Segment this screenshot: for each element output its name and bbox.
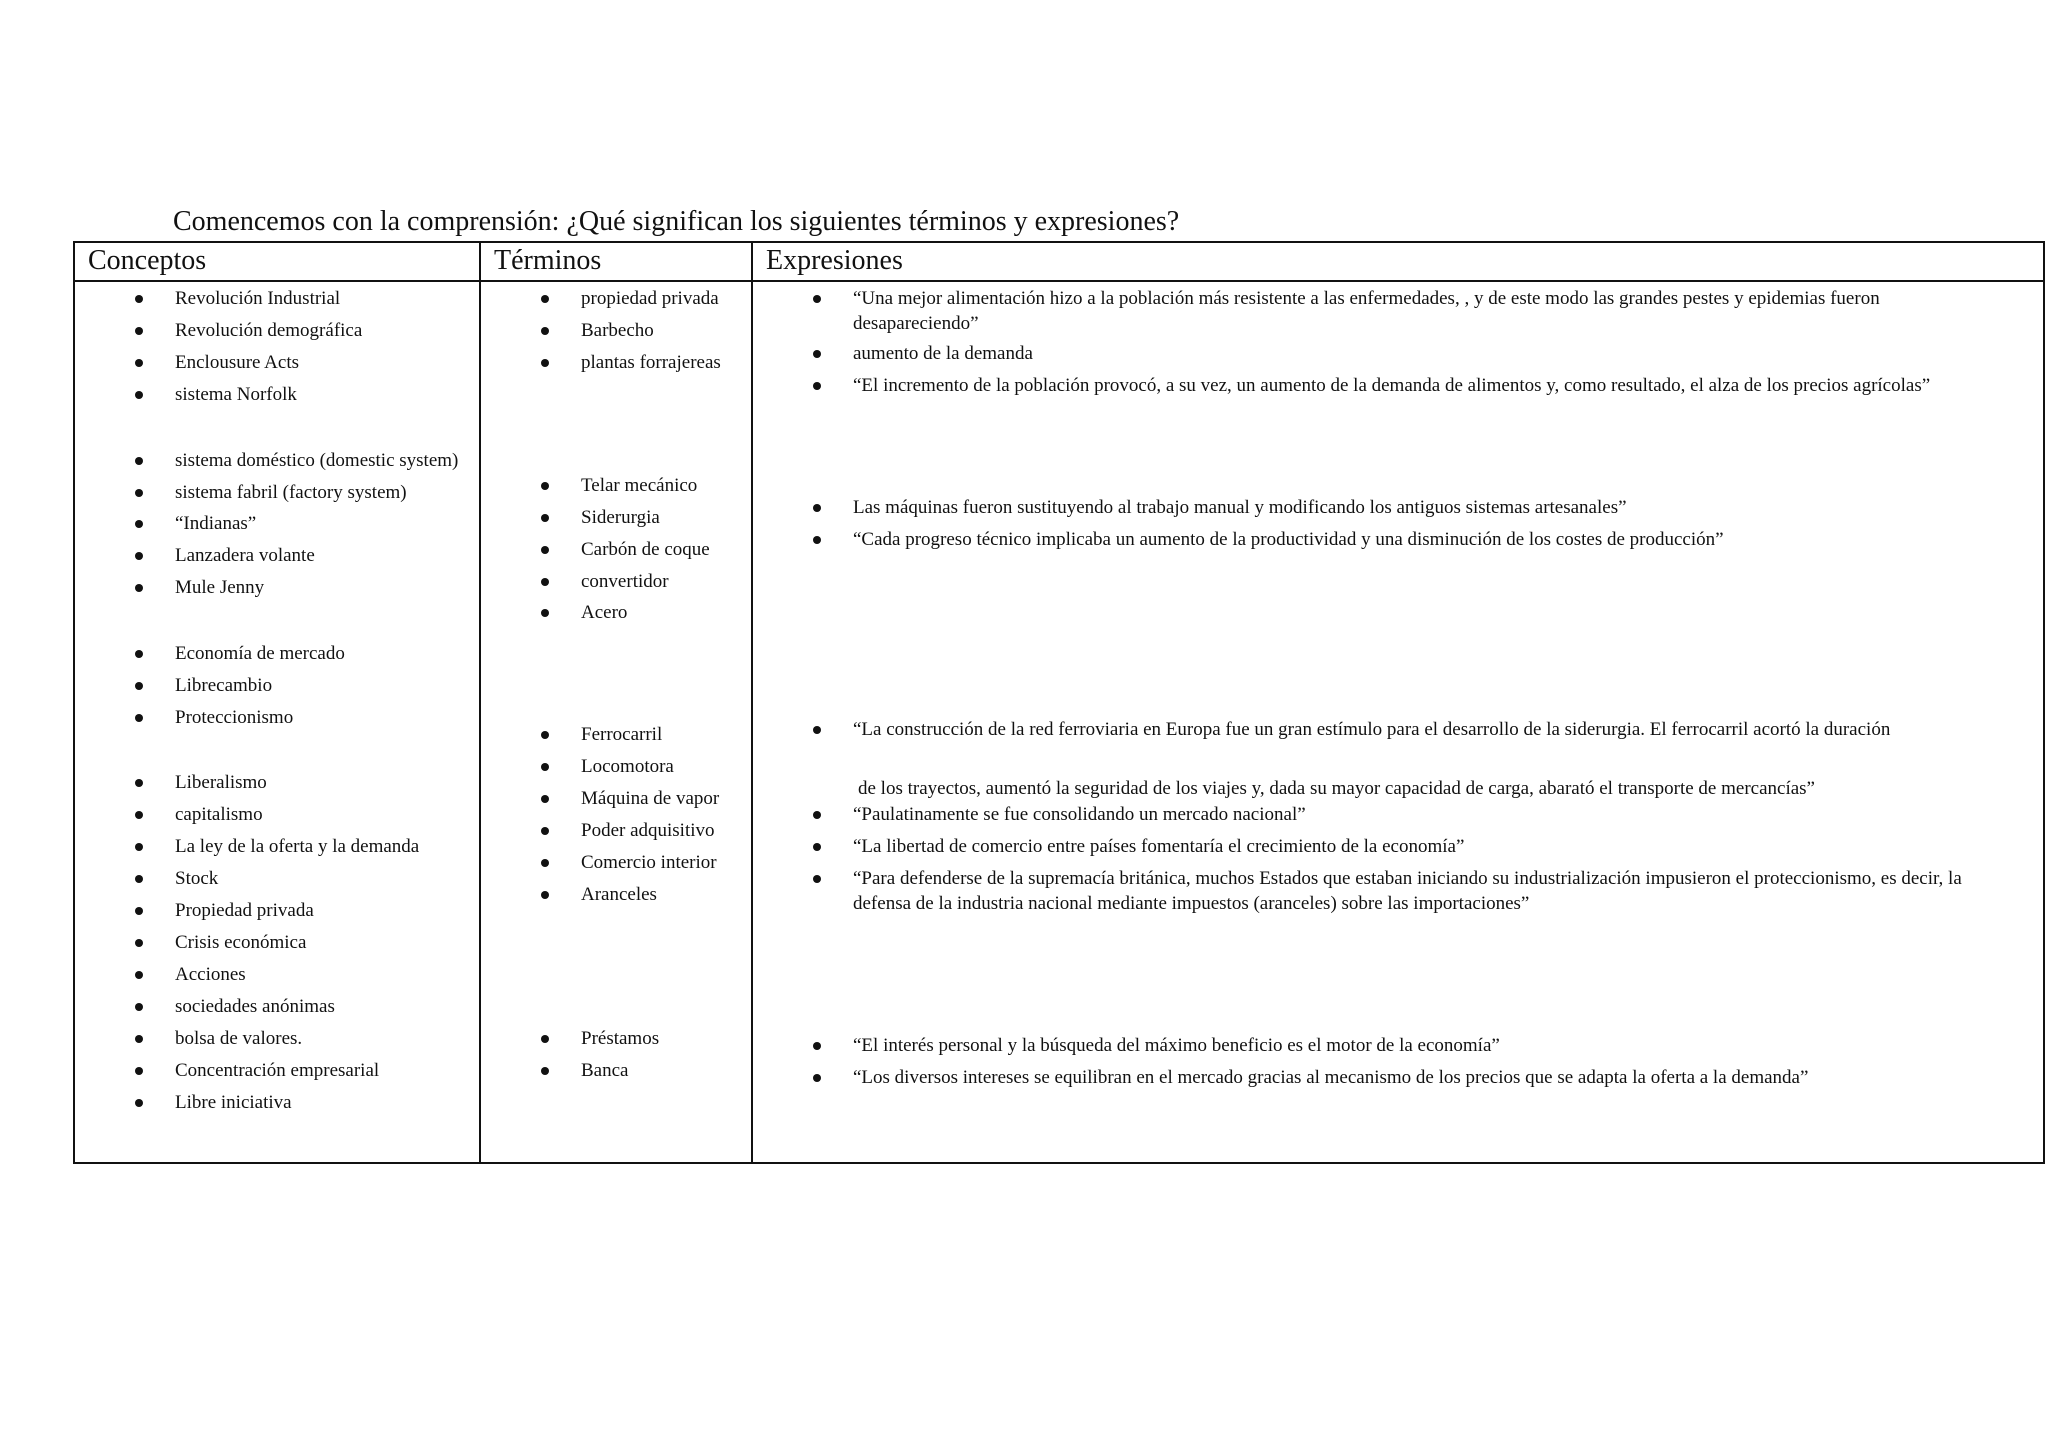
bullet-icon (813, 295, 821, 303)
list-item: “Una mejor alimentación hizo a la población más resistente a las enfermedades, , y de este modo las grandes pestes y epidemias fueron desapareciendo” (853, 286, 2003, 336)
list-item: Economía de mercado (175, 641, 345, 666)
list-item: Poder adquisitivo (581, 818, 715, 843)
header-expresiones: Expresiones (766, 245, 903, 276)
page-title: Comencemos con la comprensión: ¿Qué significan los siguientes términos y expresiones? (173, 206, 1180, 237)
bullet-icon (541, 763, 549, 771)
list-item: sistema fabril (factory system) (175, 480, 407, 505)
bullet-icon (813, 875, 821, 883)
list-item: Proteccionismo (175, 705, 293, 730)
header-conceptos: Conceptos (88, 245, 207, 276)
bullet-icon (541, 546, 549, 554)
list-item: Librecambio (175, 673, 272, 698)
bullet-icon (813, 1074, 821, 1082)
bullet-icon (135, 295, 143, 303)
list-item: Siderurgia (581, 505, 660, 530)
list-item: sociedades anónimas (175, 994, 335, 1019)
list-item: sistema doméstico (domestic system) (175, 448, 458, 473)
list-item: “El incremento de la población provocó, a su vez, un aumento de la demanda de alimentos y, como resultado, el alza de los precios agrícolas” (853, 373, 1930, 398)
bullet-icon (135, 1003, 143, 1011)
list-item: Locomotora (581, 754, 674, 779)
bullet-icon (135, 457, 143, 465)
bullet-icon (541, 1067, 549, 1075)
bullet-icon (541, 795, 549, 803)
list-item: “Cada progreso técnico implicaba un aumento de la productividad y una disminución de los costes de producción” (853, 527, 1724, 552)
bullet-icon (541, 827, 549, 835)
bullet-icon (813, 350, 821, 358)
list-item: Concentración empresarial (175, 1058, 379, 1083)
list-item: convertidor (581, 569, 669, 594)
list-item: “Para defenderse de la supremacía británica, muchos Estados que estaban iniciando su industrialización impusieron el proteccionismo, es decir, la defensa de la industria nacional mediante impuestos (aranceles) sobre las importaciones” (853, 866, 2023, 916)
list-item: “Paulatinamente se fue consolidando un mercado nacional” (853, 802, 1306, 827)
list-item: bolsa de valores. (175, 1026, 302, 1051)
bullet-icon (541, 482, 549, 490)
bullet-icon (541, 578, 549, 586)
bullet-icon (541, 859, 549, 867)
list-item: Préstamos (581, 1026, 659, 1051)
list-item: Enclousure Acts (175, 350, 299, 375)
list-item: “Indianas” (175, 511, 256, 536)
bullet-icon (135, 1035, 143, 1043)
bullet-icon (541, 327, 549, 335)
bullet-icon (813, 811, 821, 819)
bullet-icon (813, 726, 821, 734)
list-item: capitalismo (175, 802, 263, 827)
header-divider (75, 280, 2043, 282)
list-item: Barbecho (581, 318, 654, 343)
bullet-icon (135, 650, 143, 658)
bullet-icon (813, 382, 821, 390)
list-item: Revolución Industrial (175, 286, 340, 311)
bullet-icon (813, 504, 821, 512)
bullet-icon (813, 1042, 821, 1050)
bullet-icon (135, 552, 143, 560)
list-item: Revolución demográfica (175, 318, 362, 343)
list-item: propiedad privada (581, 286, 719, 311)
list-item: Las máquinas fueron sustituyendo al trabajo manual y modificando los antiguos sistemas artesanales” (853, 495, 1627, 520)
bullet-icon (541, 891, 549, 899)
bullet-icon (541, 1035, 549, 1043)
list-item: Aranceles (581, 882, 657, 907)
list-item: Máquina de vapor (581, 786, 719, 811)
list-item: Ferrocarril (581, 722, 662, 747)
bullet-icon (135, 327, 143, 335)
bullet-icon (135, 907, 143, 915)
list-item: Comercio interior (581, 850, 717, 875)
bullet-icon (541, 609, 549, 617)
list-item: “La construcción de la red ferroviaria en Europa fue un gran estímulo para el desarrollo de la siderurgia. El ferrocarril acortó la duración (853, 717, 1890, 742)
bullet-icon (135, 584, 143, 592)
list-item: Acciones (175, 962, 246, 987)
list-item: plantas forrajereas (581, 350, 721, 375)
list-item: Telar mecánico (581, 473, 697, 498)
bullet-icon (135, 682, 143, 690)
bullet-icon (135, 520, 143, 528)
bullet-icon (135, 391, 143, 399)
list-item: Acero (581, 600, 627, 625)
list-item: Libre iniciativa (175, 1090, 292, 1115)
bullet-icon (135, 779, 143, 787)
bullet-icon (541, 514, 549, 522)
list-item: Banca (581, 1058, 628, 1083)
list-item: Stock (175, 866, 218, 891)
list-item-continuation: de los trayectos, aumentó la seguridad de los viajes y, dada su mayor capacidad de carga, abarató el transporte de mercancías” (858, 778, 1815, 799)
list-item: “Los diversos intereses se equilibran en el mercado gracias al mecanismo de los precios que se adapta la oferta a la demanda” (853, 1065, 1808, 1090)
list-item: Propiedad privada (175, 898, 314, 923)
bullet-icon (541, 295, 549, 303)
list-item: Carbón de coque (581, 537, 710, 562)
list-item: “El interés personal y la búsqueda del máximo beneficio es el motor de la economía” (853, 1033, 1500, 1058)
bullet-icon (813, 536, 821, 544)
list-item: Mule Jenny (175, 575, 264, 600)
list-item: Liberalismo (175, 770, 267, 795)
list-item: aumento de la demanda (853, 341, 1033, 366)
bullet-icon (135, 811, 143, 819)
header-terminos: Términos (494, 245, 602, 276)
bullet-icon (135, 359, 143, 367)
column-divider (751, 243, 753, 1162)
bullet-icon (813, 843, 821, 851)
concepts-table (73, 241, 2045, 1164)
bullet-icon (135, 843, 143, 851)
bullet-icon (135, 875, 143, 883)
bullet-icon (135, 489, 143, 497)
bullet-icon (135, 1099, 143, 1107)
bullet-icon (541, 731, 549, 739)
list-item: Lanzadera volante (175, 543, 315, 568)
list-item: La ley de la oferta y la demanda (175, 834, 419, 859)
bullet-icon (541, 359, 549, 367)
list-item: sistema Norfolk (175, 382, 297, 407)
list-item: Crisis económica (175, 930, 306, 955)
bullet-icon (135, 1067, 143, 1075)
bullet-icon (135, 971, 143, 979)
column-divider (479, 243, 481, 1162)
bullet-icon (135, 714, 143, 722)
bullet-icon (135, 939, 143, 947)
list-item: “La libertad de comercio entre países fomentaría el crecimiento de la economía” (853, 834, 1464, 859)
